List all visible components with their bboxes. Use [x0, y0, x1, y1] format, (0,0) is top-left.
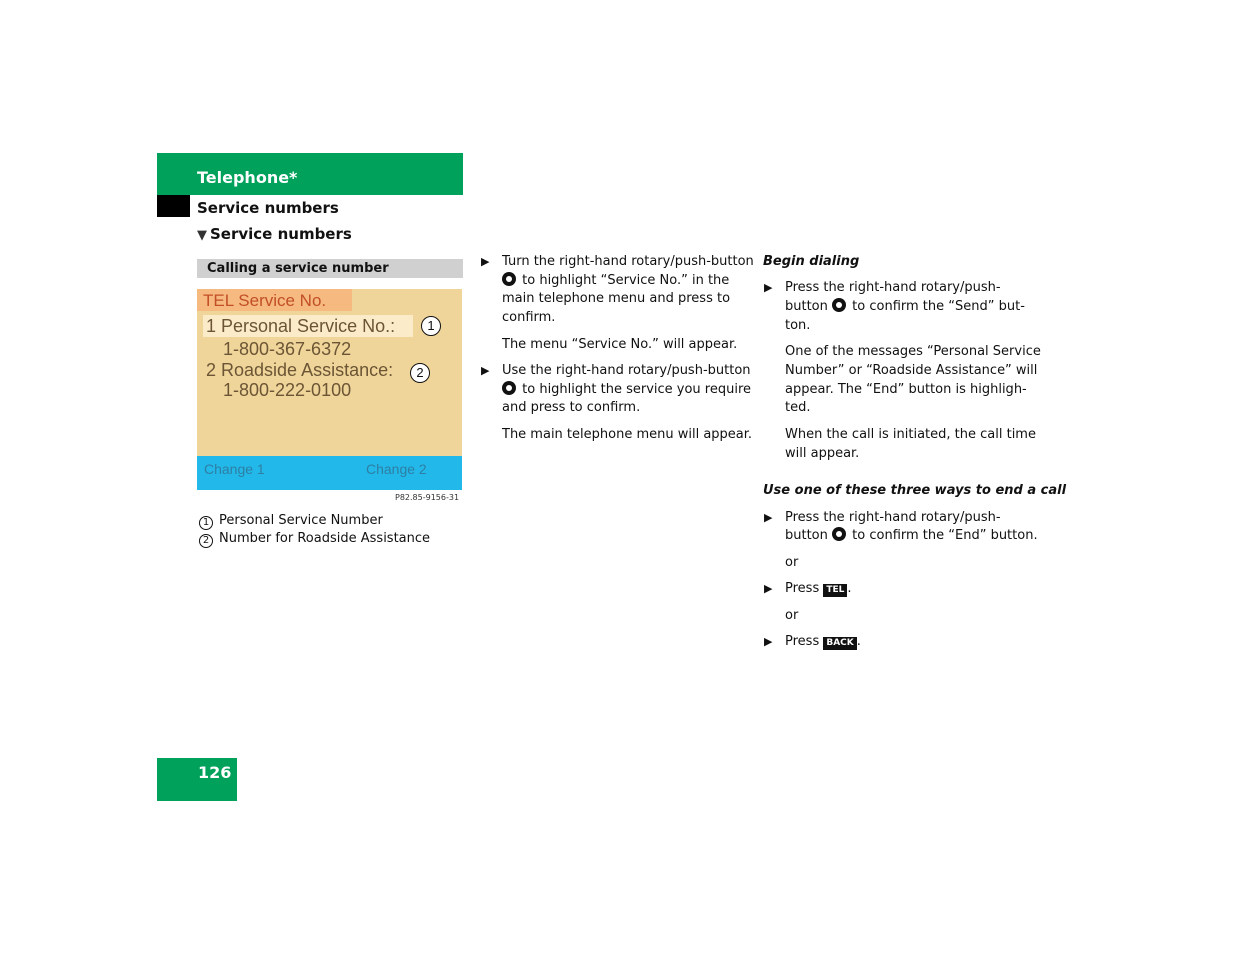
triangle-down-icon: ▼: [197, 228, 207, 243]
result-text: will appear.: [785, 446, 860, 461]
legend-item: [199, 529, 430, 548]
subsection-title: Calling a service number: [207, 261, 389, 276]
bullet-arrow-icon: ▶: [764, 281, 773, 294]
step-text: [502, 271, 729, 290]
callout-1: 1: [421, 316, 441, 336]
step-text-line: .: [856, 634, 861, 649]
step-text-line: Press: [785, 581, 820, 596]
step-text-line: Press: [785, 634, 820, 649]
or-text: or: [785, 555, 799, 570]
section-tab-marker: [157, 195, 190, 217]
step-text: [785, 297, 1025, 316]
step-text: [785, 632, 861, 651]
step-text: [785, 579, 852, 598]
result-text: The menu “Service No.” will appear.: [502, 337, 738, 352]
heading-begin-dialing: Begin dialing: [763, 254, 860, 269]
bullet-arrow-icon: ▶: [481, 255, 490, 268]
result-text: When the call is initiated, the call time: [785, 427, 1036, 442]
step-text-line: to confirm the “End” button.: [852, 528, 1038, 543]
step-text: Use the right-hand rotary/push-button: [502, 363, 751, 378]
display-line-roadside: 2 Roadside Assistance:: [206, 360, 394, 380]
legend-text: Personal Service Number: [219, 513, 383, 528]
step-text: and press to confirm.: [502, 400, 641, 415]
step-text-line: button: [785, 299, 828, 314]
step-text: [785, 526, 1038, 545]
figure-code: P82.85-9156-31: [395, 493, 460, 502]
legend-number: 1: [199, 516, 213, 530]
result-text: One of the messages “Personal Service: [785, 344, 1041, 359]
rotary-button-icon: [832, 298, 846, 312]
page-number: 126: [198, 763, 232, 782]
bullet-arrow-icon: ▶: [764, 582, 773, 595]
step-text: Turn the right-hand rotary/push-button: [502, 254, 754, 269]
result-text: appear. The “End” button is highligh-: [785, 382, 1027, 397]
display-number-roadside: 1-800-222-0100: [223, 380, 352, 400]
step-text: confirm.: [502, 310, 556, 325]
section-title: Telephone*: [197, 168, 298, 187]
step-text-line: .: [847, 581, 852, 596]
step-text-line: to highlight “Service No.” in the: [522, 273, 730, 288]
rotary-button-icon: [832, 527, 846, 541]
step-text-line: to highlight the service you require: [522, 382, 752, 397]
softkey-change-1: Change 1: [204, 461, 265, 477]
display-title: TEL Service No.: [203, 291, 327, 310]
rotary-button-icon: [502, 272, 516, 286]
step-text-line: to confirm the “Send” but-: [852, 299, 1025, 314]
softkey-change-2: Change 2: [366, 461, 427, 477]
step-text: ton.: [785, 318, 811, 333]
legend-number: 2: [199, 534, 213, 548]
back-key-icon: BACK: [823, 637, 856, 650]
rotary-button-icon: [502, 381, 516, 395]
display-line-personal: 1 Personal Service No.:: [206, 316, 396, 336]
step-text: [502, 380, 751, 399]
step-text: Press the right-hand rotary/push-: [785, 280, 1001, 295]
result-text: The main telephone menu will appear.: [502, 427, 753, 442]
or-text: or: [785, 608, 799, 623]
tel-key-icon: TEL: [823, 584, 847, 597]
result-text: Number” or “Roadside Assistance” will: [785, 363, 1038, 378]
subheading-secondary: [197, 225, 352, 245]
step-text: Press the right-hand rotary/push-: [785, 510, 1001, 525]
step-text: main telephone menu and press to: [502, 291, 731, 306]
legend-item: [199, 511, 383, 530]
step-text-line: button: [785, 528, 828, 543]
bullet-arrow-icon: ▶: [481, 364, 490, 377]
callout-2: 2: [410, 363, 430, 383]
heading-end-call: Use one of these three ways to end a call: [763, 483, 1067, 498]
legend-text: Number for Roadside Assistance: [219, 531, 431, 546]
result-text: ted.: [785, 400, 811, 415]
bullet-arrow-icon: ▶: [764, 635, 773, 648]
subheading: Service numbers: [197, 199, 339, 217]
display-number-personal: 1-800-367-6372: [223, 339, 352, 359]
subheading-secondary-text: Service numbers: [210, 225, 352, 243]
bullet-arrow-icon: ▶: [764, 511, 773, 524]
